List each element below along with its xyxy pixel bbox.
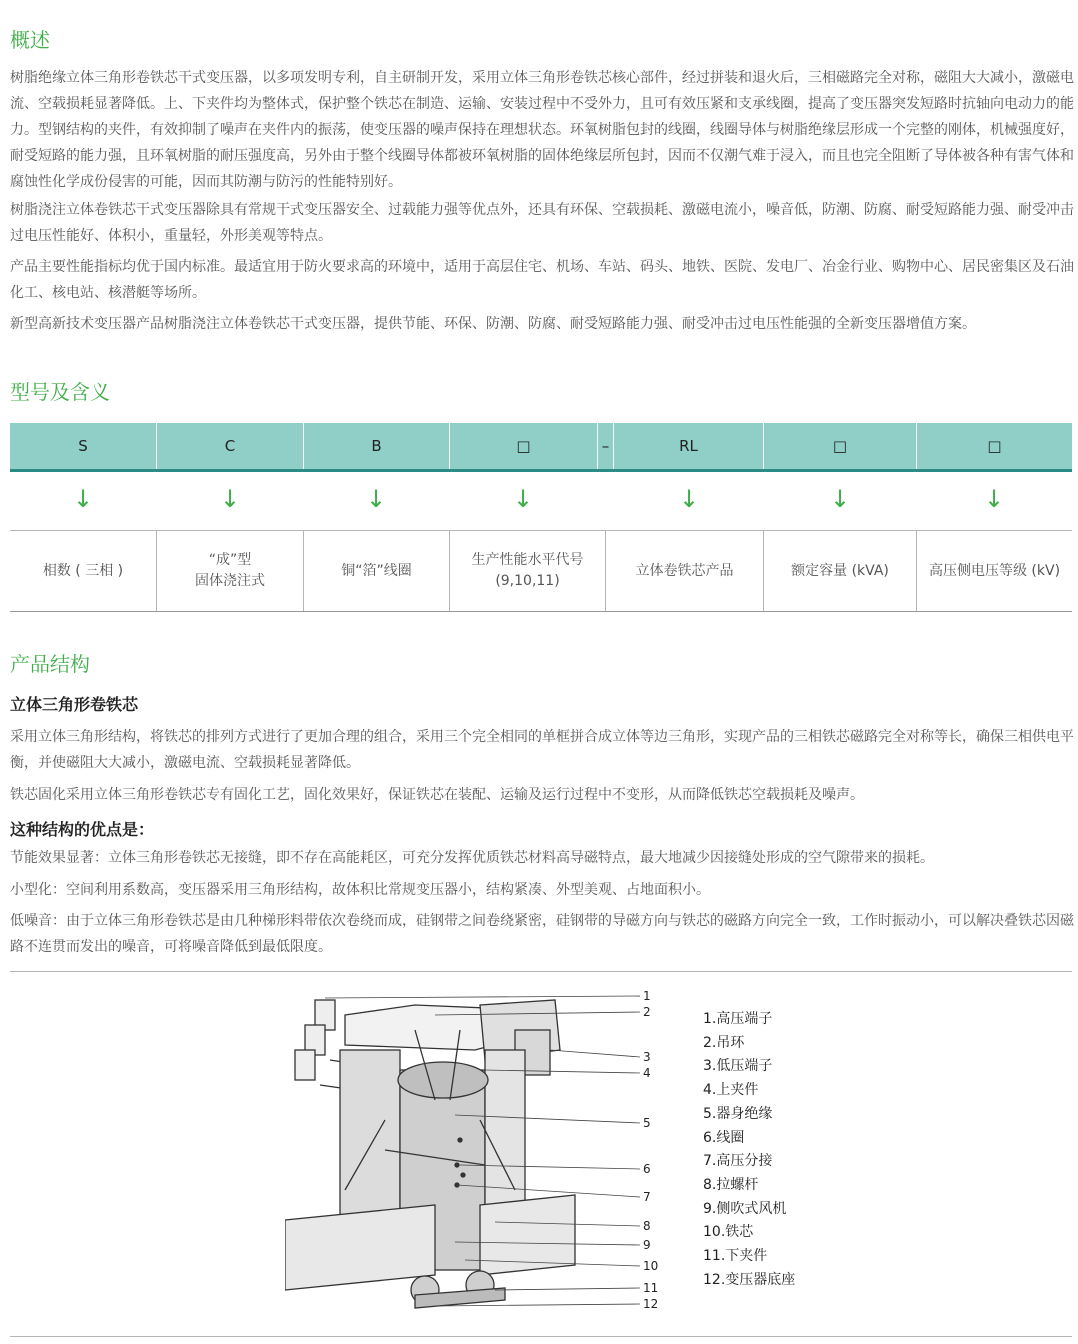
model-desc-voltage: 高压侧电压等级 (kV): [928, 562, 1061, 579]
structure-subtitle: 立体三角形卷铁芯: [10, 695, 139, 714]
legend-item: 3.低压端子: [703, 1058, 773, 1075]
legend-item: 6.线圈: [703, 1129, 745, 1146]
callout-number: 6: [643, 1162, 651, 1176]
callout-number: 4: [643, 1066, 651, 1080]
callout-number: 10: [643, 1259, 659, 1273]
callout-number: 9: [643, 1238, 651, 1252]
advantage-energy-saving: 节能效果显著：立体三角形卷铁芯无接缝，即不存在高能耗区，可充分发挥优质铁芯材料高导磁特点，最大地减少因接缝处形成的空气隙带来的损耗。: [10, 850, 934, 866]
overview-title: 概述: [10, 28, 50, 52]
callout-number: 2: [643, 1005, 651, 1019]
legend-item: 9.侧吹式风机: [703, 1200, 787, 1217]
advantage-low-noise: 低噪音：由于立体三角形卷铁芯是由几种梯形料带依次卷绕而成，硅钢带之间卷绕紧密，硅钢带的导磁方向与铁芯的磁路方向完全一致，工作时振动小，可以解决叠铁芯因磁路不连贯而发出的噪音，可将噪音降低到最低限度。: [10, 913, 1074, 955]
legend-item: 2.吊环: [703, 1034, 745, 1051]
model-desc-core-product: 立体卷铁芯产品: [635, 562, 734, 579]
advantage-compact: 小型化：空间利用系数高，变压器采用三角形结构，故体积比常规变压器小，结构紧凑、外型美观、占地面积小。: [10, 882, 710, 898]
divider: [10, 1336, 1072, 1337]
structure-paragraph-1: 采用立体三角形结构，将铁芯的排列方式进行了更加合理的组合，采用三个完全相同的单框拼合成立体等边三角形，实现产品的三相铁芯磁路完全对称等长，确保三相供电平衡，并使磁阻大大减小，激磁电流、空载损耗显著降低。: [10, 729, 1074, 771]
legend-item: 11.下夹件: [703, 1248, 768, 1265]
down-arrow-icon: ↓: [830, 485, 851, 513]
callout-number: 1: [643, 989, 651, 1003]
model-desc-phase: 相数 ( 三相 ): [42, 562, 124, 579]
model-code-level: □: [516, 437, 531, 455]
model-desc-capacity: 额定容量 (kVA): [791, 562, 889, 579]
model-desc-foil-coil: 铜“箔”线圈: [341, 562, 412, 579]
down-arrow-icon: ↓: [220, 485, 241, 513]
transformer-illustration: [285, 990, 685, 1315]
model-code-s: S: [78, 437, 88, 455]
callout-number: 7: [643, 1190, 651, 1204]
callout-number: 3: [643, 1050, 651, 1064]
overview-paragraph-4: 新型高新技术变压器产品树脂浇注立体卷铁芯干式变压器，提供节能、环保、防潮、防腐、耐受短路能力强、耐受冲击过电压性能强的全新变压器增值方案。: [10, 316, 976, 332]
callout-number: 11: [643, 1281, 659, 1295]
advantages-title: 这种结构的优点是：: [10, 820, 155, 839]
callout-number: 8: [643, 1219, 651, 1233]
model-code-c: C: [224, 437, 236, 455]
structure-paragraph-2: 铁芯固化采用立体三角形卷铁芯专有固化工艺，固化效果好，保证铁芯在装配、运输及运行过程中不变形，从而降低铁芯空载损耗及噪声。: [10, 787, 864, 803]
model-code-rl: RL: [679, 437, 698, 455]
down-arrow-icon: ↓: [984, 485, 1005, 513]
legend-item: 4.上夹件: [703, 1082, 759, 1099]
model-table: [10, 423, 1072, 612]
legend-item: 1.高压端子: [703, 1011, 773, 1027]
overview-paragraph-2: 树脂浇注立体卷铁芯干式变压器除具有常规干式变压器安全、过载能力强等优点外，还具有环保、空载损耗、激磁电流小，噪音低，防潮、防腐、耐受短路能力强、耐受冲击过电压性能好、体积小，重量轻，外形美观等特点。: [10, 202, 1074, 244]
model-code-dash: –: [601, 437, 610, 455]
down-arrow-icon: ↓: [73, 485, 94, 513]
legend-item: 7.高压分接: [703, 1153, 773, 1170]
down-arrow-icon: ↓: [366, 485, 387, 513]
parts-legend: [703, 1008, 795, 1292]
model-code-capacity: □: [832, 437, 848, 455]
callout-number: 5: [643, 1116, 651, 1130]
model-desc-casting: “成”型 固体浇注式: [195, 552, 265, 589]
down-arrow-icon: ↓: [679, 485, 700, 513]
model-code-voltage: □: [987, 437, 1002, 455]
overview-paragraph-3: 产品主要性能指标均优于国内标准。最适宜用于防火要求高的环境中，适用于高层住宅、机场、车站、码头、地铁、医院、发电厂、冶金行业、购物中心、居民密集区及石油化工、核电站、核潜艇等场所。: [10, 259, 1074, 301]
legend-item: 8.拉螺杆: [703, 1176, 759, 1193]
down-arrow-icon: ↓: [513, 485, 534, 513]
model-title: 型号及含义: [10, 380, 110, 404]
divider: [10, 971, 1072, 972]
model-description-row: [10, 530, 1072, 612]
model-desc-performance-level: 生产性能水平代号 (9,10,11): [471, 552, 584, 589]
structure-title: 产品结构: [10, 652, 90, 676]
model-header-row: [10, 423, 1072, 472]
legend-item: 10.铁芯: [703, 1224, 754, 1241]
callout-number: 12: [643, 1297, 659, 1311]
model-code-b: B: [371, 437, 382, 455]
legend-item: 5.器身绝缘: [703, 1105, 773, 1122]
overview-paragraph-1: 树脂绝缘立体三角形卷铁芯干式变压器，以多项发明专利，自主研制开发，采用立体三角形卷铁芯核心部件，经过拼装和退火后，三相磁路完全对称，磁阻大大减小，激磁电流、空载损耗显著降低。上、下夹件均为整体式，保护整个铁芯在制造、运输、安装过程中不受外力，且可有效压紧和支承线圈，提高了变压器突发短路时抗轴向电动力的能力。型钢结构的夹件，有效抑制了噪声在夹件内的振荡，使变压器的噪声保持在理想状态。环氧树脂包封的线圈，线圈导体与树脂绝缘层形成一个完整的刚体，机械强度好，耐受短路的能力强，且环氧树脂的耐压强度高，另外由于整个线圈导体都被环氧树脂的固体绝缘层所包封，因而不仅潮气难于浸入，而且也完全阻断了导体被各种有害气体和腐蚀性化学成份侵害的可能，因而其防潮与防污的性能特别好。: [10, 70, 1074, 190]
legend-item: 12.变压器底座: [703, 1271, 796, 1288]
